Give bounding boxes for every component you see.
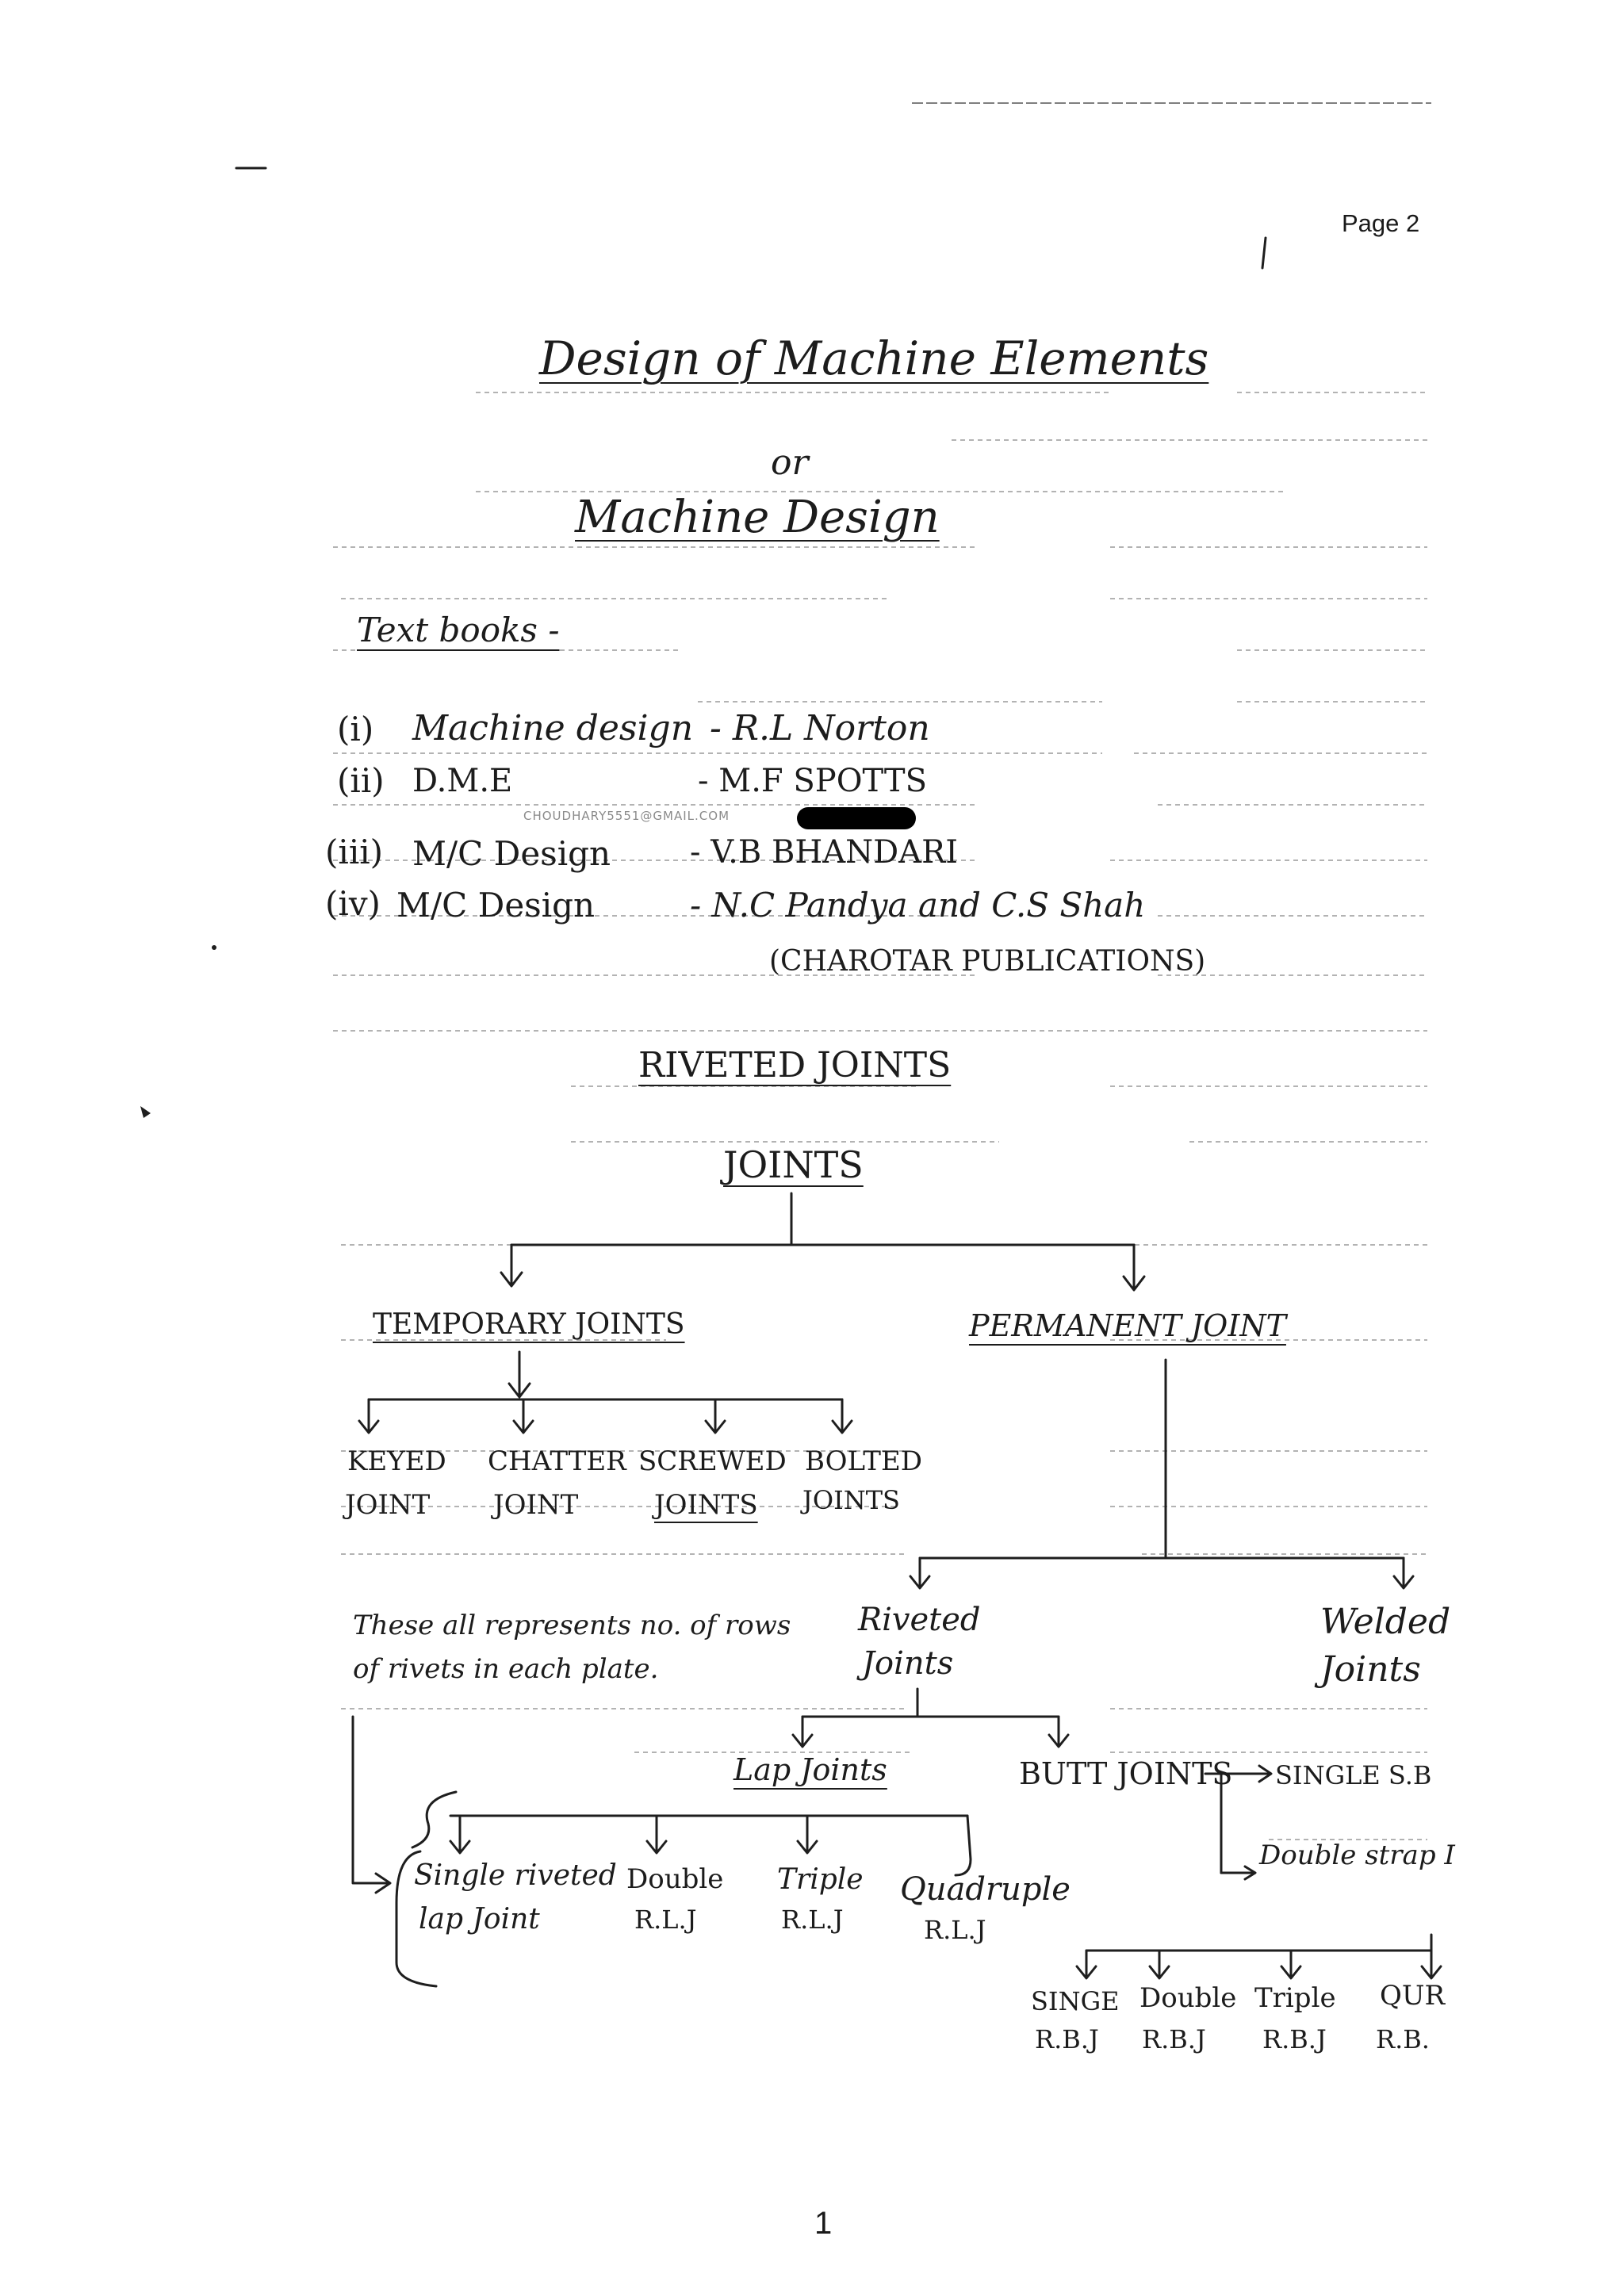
joint-type-line1: BOLTED [805,1445,923,1477]
joint-type-line1: KEYED [347,1445,446,1477]
textbooks-heading: Text books - [357,611,560,649]
footer-page-number: 1 [814,2206,833,2241]
textbook-author: - M.F SPOTTS [698,763,927,799]
lap-type-line1: Quadruple [900,1871,1071,1908]
lap-type-line2: lap Joint [419,1903,540,1935]
welded-joints-line1: Welded [1320,1602,1451,1642]
joint-type-line2: JOINT [493,1489,579,1521]
document-subtitle: Machine Design [575,492,940,543]
section-heading: RIVETED JOINTS [638,1045,952,1085]
textbook-title: M/C Design [412,834,611,873]
textbook-title: Machine design [412,708,694,748]
riveted-joints-line1: Riveted [858,1602,981,1638]
lap-type-line2: R.L.J [924,1915,986,1945]
textbook-author: - V.B BHANDARI [690,834,958,871]
lap-joints-label: Lap Joints [733,1752,887,1787]
textbook-num: (iii) [325,833,384,871]
butt-type-line2: R.B.J [1262,2024,1327,2054]
document-title: Design of Machine Elements [539,331,1209,385]
joint-type-line2: JOINTS [654,1489,758,1521]
lap-type-line1: Single riveted [414,1859,617,1892]
textbook-num: (i) [337,710,374,748]
title-connector: or [771,442,809,483]
page-label: Page 2 [1342,209,1420,237]
riveted-joints-line2: Joints [862,1645,954,1682]
textbook-title: M/C Design [396,886,596,925]
joint-type-line2: JOINTS [802,1485,900,1515]
butt-type-line2: R.B. [1376,2024,1430,2054]
note-line1: These all represents no. of rows [353,1610,791,1641]
textbook-publisher: (CHAROTAR PUBLICATIONS) [769,945,1206,978]
single-strap-label: SINGLE S.B [1275,1760,1432,1790]
joint-type-line1: CHATTER [488,1445,626,1477]
butt-type-line1: SINGE [1031,1986,1120,2016]
butt-joints-label: BUTT JOINTS [1019,1756,1233,1791]
scan-watermark: CHOUDHARY5551@GMAIL.COM [523,809,730,823]
textbook-num: (ii) [337,761,385,800]
lap-type-line1: Triple [777,1863,864,1896]
butt-type-line2: R.B.J [1035,2024,1099,2054]
joint-type-line2: JOINT [345,1489,431,1521]
welded-joints-line2: Joints [1320,1649,1421,1690]
note-line2: of rivets in each plate. [353,1653,659,1685]
tree-root: JOINTS [723,1143,864,1186]
butt-type-line2: R.B.J [1142,2024,1206,2054]
joint-type-line1: SCREWED [638,1445,787,1477]
redaction-bar [797,807,916,829]
temporary-joints-label: TEMPORARY JOINTS [373,1308,685,1341]
double-strap-label: Double strap I [1259,1840,1455,1871]
textbook-num: (iv) [325,884,381,923]
textbook-title: D.M.E [412,763,513,799]
textbook-author: - R.L Norton [710,708,930,748]
lap-type-line1: Double [626,1863,724,1895]
lap-type-line2: R.L.J [781,1905,844,1935]
butt-type-line1: Double [1139,1982,1237,2014]
permanent-joint-label: PERMANENT JOINT [969,1308,1286,1343]
lap-type-line2: R.L.J [634,1905,697,1935]
textbook-author: - N.C Pandya and C.S Shah [690,886,1146,925]
butt-type-line1: QUR [1380,1980,1446,2012]
butt-type-line1: Triple [1254,1982,1336,2014]
